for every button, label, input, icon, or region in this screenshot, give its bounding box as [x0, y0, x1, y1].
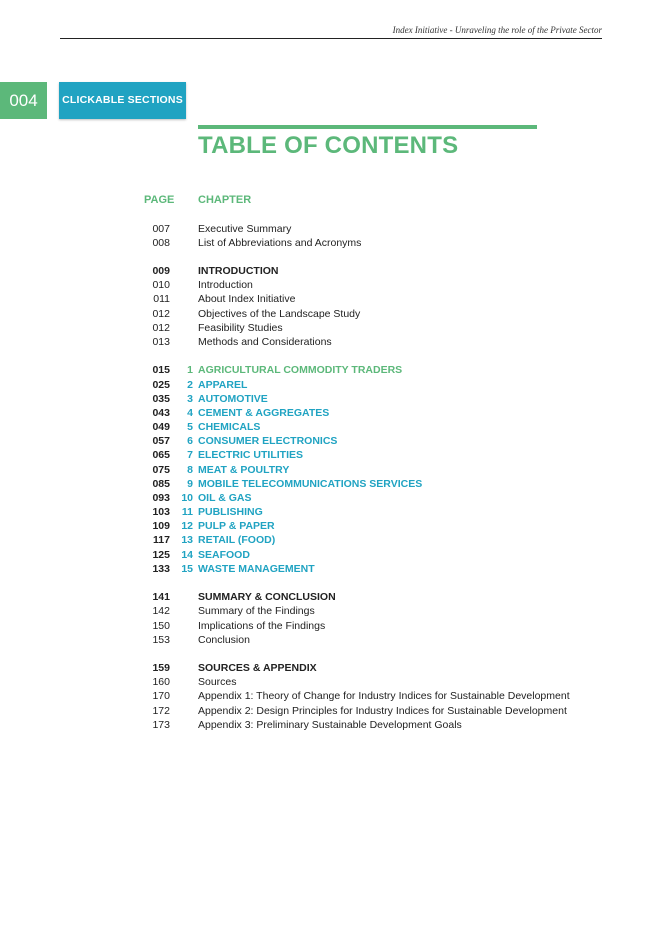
- toc-entry-link[interactable]: Introduction: [198, 279, 253, 291]
- toc-page-number: 170: [152, 690, 170, 702]
- toc-page-number: 153: [152, 634, 170, 646]
- toc-page-number: 125: [152, 549, 170, 561]
- toc-entry-link[interactable]: Feasibility Studies: [198, 322, 283, 334]
- toc-page-number: 172: [152, 705, 170, 717]
- toc-page-number: 160: [152, 676, 170, 688]
- toc-sector-number: 4: [187, 407, 193, 419]
- toc-row[interactable]: [0, 278, 662, 292]
- toc-sector-number: 5: [187, 421, 193, 433]
- toc-sector-link[interactable]: ELECTRIC UTILITIES: [198, 449, 303, 461]
- toc-page-number: 085: [152, 478, 170, 490]
- page-column-header: PAGE: [144, 194, 175, 206]
- toc-sector-number: 11: [181, 506, 193, 518]
- toc-sector-row[interactable]: [0, 448, 662, 462]
- toc-sector-link[interactable]: MEAT & POULTRY: [198, 464, 290, 476]
- toc-entry-link[interactable]: Conclusion: [198, 634, 250, 646]
- toc-section-heading[interactable]: SUMMARY & CONCLUSION: [198, 591, 336, 603]
- toc-entry-link[interactable]: Appendix 1: Theory of Change for Industry Indices for Sustainable Development: [198, 690, 570, 702]
- toc-page-number: 117: [153, 534, 170, 546]
- toc-sector-row[interactable]: [0, 533, 662, 547]
- page-number-tab: 004: [0, 82, 47, 119]
- toc-page-number: 025: [152, 379, 170, 391]
- toc-sector-link[interactable]: CHEMICALS: [198, 421, 261, 433]
- toc-entry-link[interactable]: Appendix 2: Design Principles for Industry Indices for Sustainable Development: [198, 705, 567, 717]
- toc-sector-row[interactable]: [0, 363, 662, 377]
- toc-sector-link[interactable]: AUTOMOTIVE: [198, 393, 268, 405]
- toc-entry-link[interactable]: Objectives of the Landscape Study: [198, 308, 361, 320]
- toc-sector-row[interactable]: [0, 378, 662, 392]
- toc-entry-link[interactable]: Appendix 3: Preliminary Sustainable Development Goals: [198, 719, 462, 731]
- toc-page-number: 141: [152, 591, 170, 603]
- toc-page-number: 035: [152, 393, 170, 405]
- toc-sector-number: 14: [181, 549, 193, 561]
- toc-sector-row[interactable]: [0, 548, 662, 562]
- toc-page-number: 103: [152, 506, 170, 518]
- title-rule: [198, 125, 537, 129]
- toc-row[interactable]: [0, 619, 662, 633]
- toc-row[interactable]: [0, 604, 662, 618]
- toc-page-number: 012: [152, 308, 170, 320]
- toc-sector-number: 2: [187, 379, 193, 391]
- toc-entry-link[interactable]: About Index Initiative: [198, 293, 296, 305]
- toc-sector-link[interactable]: WASTE MANAGEMENT: [198, 563, 315, 575]
- page-title: TABLE OF CONTENTS: [198, 132, 459, 159]
- toc-row[interactable]: [0, 689, 662, 703]
- toc-sector-row[interactable]: [0, 463, 662, 477]
- toc-entry-link[interactable]: Executive Summary: [198, 223, 292, 235]
- toc-row[interactable]: [0, 675, 662, 689]
- toc-page-number: 012: [152, 322, 170, 334]
- toc-sector-row[interactable]: [0, 477, 662, 491]
- toc-page-number: 008: [152, 237, 170, 249]
- toc-sector-number: 1: [187, 364, 193, 376]
- running-header: Index Initiative - Unraveling the role of the Private Sector: [392, 25, 602, 35]
- toc-entry-link[interactable]: Summary of the Findings: [198, 605, 315, 617]
- toc-page-number: 043: [152, 407, 170, 419]
- toc-sector-link[interactable]: APPAREL: [198, 379, 248, 391]
- toc-row[interactable]: [0, 292, 662, 306]
- toc-sector-link[interactable]: OIL & GAS: [198, 492, 252, 504]
- toc-page-number: 093: [152, 492, 170, 504]
- toc-page-number: 049: [152, 421, 170, 433]
- toc-sector-row[interactable]: [0, 434, 662, 448]
- toc-row[interactable]: [0, 335, 662, 349]
- toc-sector-link[interactable]: SEAFOOD: [198, 549, 250, 561]
- toc-sector-number: 10: [181, 492, 193, 504]
- toc-sector-number: 3: [187, 393, 193, 405]
- toc-section-heading-row[interactable]: [0, 590, 662, 604]
- toc-page-number: 109: [152, 520, 170, 532]
- toc-section-heading[interactable]: INTRODUCTION: [198, 265, 279, 277]
- toc-sector-row[interactable]: [0, 491, 662, 505]
- toc-page-number: 011: [153, 293, 170, 305]
- toc-section-heading[interactable]: SOURCES & APPENDIX: [198, 662, 317, 674]
- toc-sector-number: 9: [187, 478, 193, 490]
- chapter-column-header: CHAPTER: [198, 194, 252, 206]
- toc-page-number: 057: [152, 435, 170, 447]
- toc-sector-row[interactable]: [0, 505, 662, 519]
- toc-entry-link[interactable]: Sources: [198, 676, 237, 688]
- toc-sector-link[interactable]: MOBILE TELECOMMUNICATIONS SERVICES: [198, 478, 423, 490]
- toc-page-number: 133: [152, 563, 170, 575]
- toc-sector-number: 15: [181, 563, 193, 575]
- toc-row[interactable]: [0, 222, 662, 236]
- toc-page-number: 010: [152, 279, 170, 291]
- toc-page-number: 159: [152, 662, 170, 674]
- toc-row[interactable]: [0, 704, 662, 718]
- toc-page-number: 007: [152, 223, 170, 235]
- toc-row[interactable]: [0, 633, 662, 647]
- toc-page-number: 013: [152, 336, 170, 348]
- toc-sector-row[interactable]: [0, 420, 662, 434]
- toc-sector-link[interactable]: PULP & PAPER: [198, 520, 275, 532]
- toc-entry-link[interactable]: Methods and Considerations: [198, 336, 332, 348]
- toc-sector-link[interactable]: RETAIL (FOOD): [198, 534, 276, 546]
- toc-page-number: 015: [152, 364, 170, 376]
- toc-section-heading-row[interactable]: [0, 661, 662, 675]
- toc-sector-row[interactable]: [0, 392, 662, 406]
- toc-sector-row[interactable]: [0, 562, 662, 576]
- toc-sector-row[interactable]: [0, 519, 662, 533]
- toc-sector-number: 13: [181, 534, 193, 546]
- toc-row[interactable]: [0, 236, 662, 250]
- toc-page-number: 173: [152, 719, 170, 731]
- toc-page-number: 009: [152, 265, 170, 277]
- toc-page-number: 075: [152, 464, 170, 476]
- toc-page-number: 150: [152, 620, 170, 632]
- toc-sector-row[interactable]: [0, 406, 662, 420]
- toc-sector-link[interactable]: PUBLISHING: [198, 506, 263, 518]
- toc-row[interactable]: [0, 321, 662, 335]
- toc-sector-number: 6: [187, 435, 193, 447]
- toc-sector-number: 7: [187, 449, 193, 461]
- toc-sector-link[interactable]: AGRICULTURAL COMMODITY TRADERS: [198, 364, 403, 376]
- toc-page-number: 065: [152, 449, 170, 461]
- toc-sector-link[interactable]: CEMENT & AGGREGATES: [198, 407, 330, 419]
- toc-sector-link[interactable]: CONSUMER ELECTRONICS: [198, 435, 338, 447]
- clickable-sections-button[interactable]: CLICKABLE SECTIONS: [59, 82, 186, 119]
- toc-row[interactable]: [0, 718, 662, 732]
- toc-sector-number: 12: [181, 520, 193, 532]
- toc-sector-number: 8: [187, 464, 193, 476]
- header-rule: [60, 38, 602, 39]
- toc-page-number: 142: [152, 605, 170, 617]
- toc-row[interactable]: [0, 307, 662, 321]
- toc-section-heading-row[interactable]: [0, 264, 662, 278]
- toc-entry-link[interactable]: Implications of the Findings: [198, 620, 326, 632]
- toc-entry-link[interactable]: List of Abbreviations and Acronyms: [198, 237, 362, 249]
